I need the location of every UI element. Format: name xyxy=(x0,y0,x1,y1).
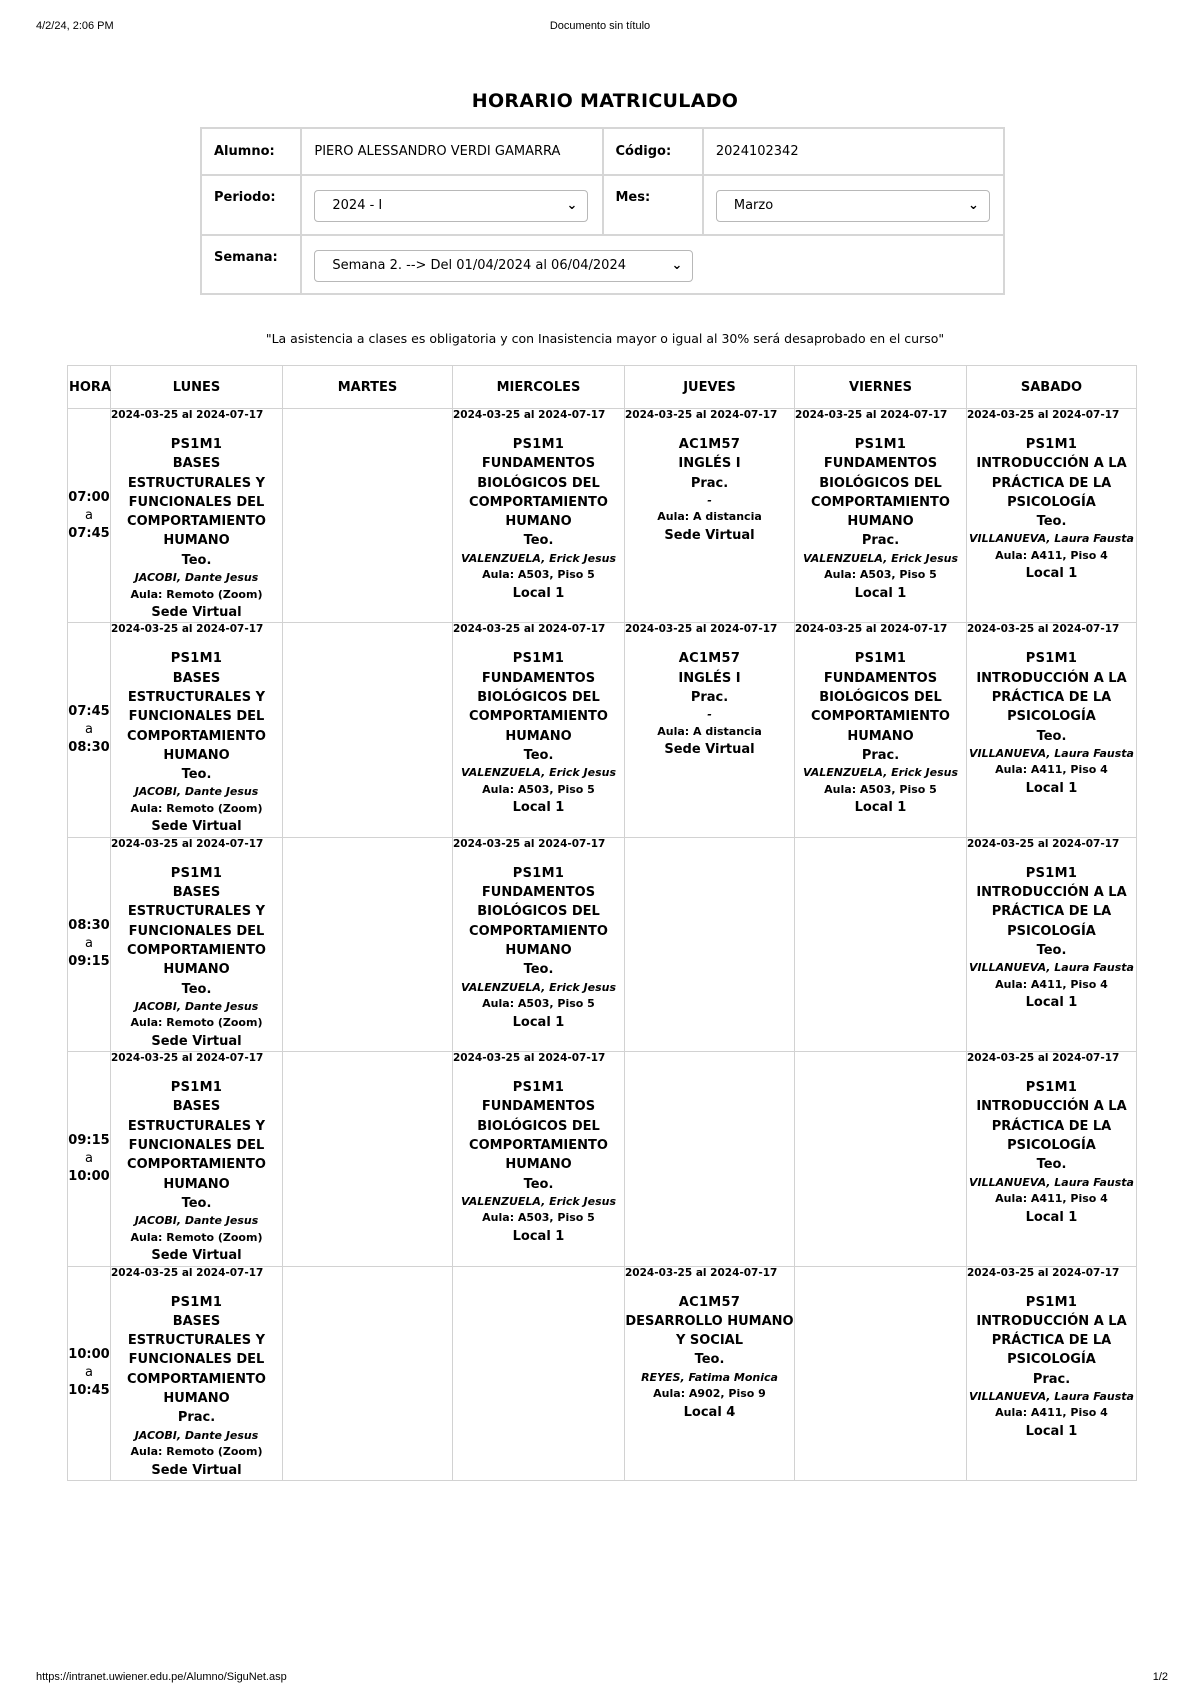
date-range: 2024-03-25 al 2024-07-17 xyxy=(795,623,948,636)
alumno-value: PIERO ALESSANDRO VERDI GAMARRA xyxy=(301,128,602,175)
campus: Local 1 xyxy=(512,1228,565,1244)
class-type: Teo. xyxy=(1036,1157,1067,1173)
class-block xyxy=(453,409,624,603)
classroom: Aula: A411, Piso 4 xyxy=(995,1406,1108,1420)
course-name: BASES ESTRUCTURALES Y FUNCIONALES DEL COMPORTAMIENTO HUMANO xyxy=(127,670,266,763)
campus: Sede Virtual xyxy=(151,1462,242,1478)
classroom: Aula: Remoto (Zoom) xyxy=(130,1016,263,1030)
date-range: 2024-03-25 al 2024-07-17 xyxy=(453,1052,606,1065)
course-name: INTRODUCCIÓN A LA PRÁCTICA DE LA PSICOLOGÍA xyxy=(976,670,1127,725)
class-slot xyxy=(967,409,1137,623)
course-code: AC1M57 xyxy=(678,651,741,667)
class-block xyxy=(453,623,624,817)
empty-slot xyxy=(795,1266,967,1480)
campus: Sede Virtual xyxy=(151,1033,242,1049)
class-block xyxy=(111,623,282,836)
professor-name: VILLANUEVA, Laura Fausta xyxy=(969,532,1134,546)
classroom: Aula: A distancia xyxy=(657,724,762,738)
class-slot xyxy=(111,623,283,837)
time-end: 10:00 xyxy=(68,1168,110,1184)
professor-name: JACOBI, Dante Jesus xyxy=(134,999,259,1013)
professor-name: JACOBI, Dante Jesus xyxy=(134,571,259,585)
schedule-table xyxy=(67,365,1137,1481)
time-sep: a xyxy=(85,1365,93,1381)
classroom: Aula: Remoto (Zoom) xyxy=(130,1445,263,1459)
class-type: Teo. xyxy=(523,533,554,549)
campus: Sede Virtual xyxy=(664,742,755,758)
course-code: PS1M1 xyxy=(512,865,565,881)
time-end: 08:30 xyxy=(68,740,110,756)
mes-select-value: Marzo xyxy=(733,198,774,213)
professor-name: VALENZUELA, Erick Jesus xyxy=(802,766,959,780)
date-range: 2024-03-25 al 2024-07-17 xyxy=(111,837,264,850)
class-type: Prac. xyxy=(690,689,729,705)
course-code: PS1M1 xyxy=(170,651,223,667)
campus: Local 1 xyxy=(1025,566,1078,582)
class-type: Teo. xyxy=(523,962,554,978)
header-lunes: LUNES xyxy=(111,366,283,409)
class-slot xyxy=(795,623,967,837)
classroom: Aula: A distancia xyxy=(657,510,762,524)
class-type: Teo. xyxy=(181,552,212,568)
class-block xyxy=(625,623,794,759)
time-end: 07:45 xyxy=(68,525,110,541)
classroom: Aula: A503, Piso 5 xyxy=(482,997,595,1011)
campus: Local 1 xyxy=(1025,1423,1078,1439)
semana-select-value: Semana 2. --> Del 01/04/2024 al 06/04/2024 xyxy=(332,258,626,273)
class-slot xyxy=(453,1052,625,1266)
course-code: PS1M1 xyxy=(854,437,907,452)
course-code: PS1M1 xyxy=(170,437,223,452)
page-title: HORARIO MATRICULADO xyxy=(471,90,739,112)
professor-name: - xyxy=(707,493,712,507)
schedule-row xyxy=(68,837,1137,1051)
class-type: Teo. xyxy=(1036,942,1067,958)
classroom: Aula: Remoto (Zoom) xyxy=(130,801,263,815)
class-block xyxy=(967,409,1136,584)
class-slot xyxy=(111,1052,283,1266)
attendance-notice: "La asistencia a clases es obligatoria y con Inasistencia mayor o igual al 30% será desaprobado en el curso" xyxy=(265,331,945,346)
date-range: 2024-03-25 al 2024-07-17 xyxy=(795,409,948,421)
class-block xyxy=(795,409,966,603)
class-slot xyxy=(967,1266,1137,1480)
schedule-row xyxy=(68,623,1137,837)
empty-slot xyxy=(795,837,967,1051)
mes-select[interactable] xyxy=(716,190,990,222)
class-block xyxy=(111,1267,282,1480)
classroom: Aula: A503, Piso 5 xyxy=(482,568,595,582)
class-slot xyxy=(453,837,625,1051)
professor-name: VILLANUEVA, Laura Fausta xyxy=(969,961,1134,975)
classroom: Aula: A411, Piso 4 xyxy=(995,548,1108,562)
time-slot xyxy=(68,1052,111,1266)
student-info-table xyxy=(200,127,1005,295)
class-slot xyxy=(795,409,967,623)
class-type: Prac. xyxy=(177,1410,216,1426)
date-range: 2024-03-25 al 2024-07-17 xyxy=(111,1266,264,1279)
time-slot xyxy=(68,623,111,837)
empty-slot xyxy=(453,1266,625,1480)
professor-name: VALENZUELA, Erick Jesus xyxy=(460,766,617,780)
class-block xyxy=(795,623,966,817)
course-name: INTRODUCCIÓN A LA PRÁCTICA DE LA PSICOLOGÍA xyxy=(976,885,1127,939)
time-start: 09:15 xyxy=(68,1132,110,1148)
classroom: Aula: Remoto (Zoom) xyxy=(130,587,263,601)
campus: Local 1 xyxy=(512,800,565,816)
header-sabado: SABADO xyxy=(967,366,1137,409)
date-range: 2024-03-25 al 2024-07-17 xyxy=(967,409,1120,421)
date-range: 2024-03-25 al 2024-07-17 xyxy=(967,837,1120,850)
class-block xyxy=(111,1052,282,1265)
course-code: PS1M1 xyxy=(512,1080,565,1096)
print-url: https://intranet.uwiener.edu.pe/Alumno/SiguNet.asp xyxy=(36,1671,287,1683)
class-block xyxy=(453,1052,624,1246)
course-code: PS1M1 xyxy=(170,1080,223,1096)
date-range: 2024-03-25 al 2024-07-17 xyxy=(111,409,264,421)
course-code: PS1M1 xyxy=(1025,437,1078,452)
professor-name: JACOBI, Dante Jesus xyxy=(134,1214,259,1228)
class-type: Teo. xyxy=(181,981,212,997)
date-range: 2024-03-25 al 2024-07-17 xyxy=(453,837,606,850)
classroom: Aula: A902, Piso 9 xyxy=(653,1387,766,1401)
time-sep: a xyxy=(85,936,93,952)
course-code: PS1M1 xyxy=(170,1294,223,1310)
class-block xyxy=(967,1267,1136,1442)
time-slot xyxy=(68,1266,111,1480)
time-slot xyxy=(68,409,111,623)
class-slot xyxy=(625,1266,795,1480)
classroom: Aula: A411, Piso 4 xyxy=(995,1192,1108,1206)
course-name: FUNDAMENTOS BIOLÓGICOS DEL COMPORTAMIENTO HUMANO xyxy=(469,1099,608,1173)
date-range: 2024-03-25 al 2024-07-17 xyxy=(111,623,264,636)
campus: Sede Virtual xyxy=(664,527,755,543)
class-block xyxy=(111,838,282,1051)
professor-name: - xyxy=(707,708,712,722)
course-name: INTRODUCCIÓN A LA PRÁCTICA DE LA PSICOLOGÍA xyxy=(976,456,1127,510)
professor-name: VILLANUEVA, Laura Fausta xyxy=(969,1175,1134,1189)
course-code: AC1M57 xyxy=(678,437,741,452)
professor-name: REYES, Fatima Monica xyxy=(641,1370,778,1384)
course-name: INGLÉS I xyxy=(678,670,741,686)
semana-label: Semana: xyxy=(201,235,301,294)
course-code: PS1M1 xyxy=(512,437,565,452)
campus: Local 1 xyxy=(1025,995,1078,1011)
course-name: FUNDAMENTOS BIOLÓGICOS DEL COMPORTAMIENTO HUMANO xyxy=(811,670,950,744)
course-name: INTRODUCCIÓN A LA PRÁCTICA DE LA PSICOLOGÍA xyxy=(976,1313,1127,1368)
periodo-select-value: 2024 - I xyxy=(332,198,383,213)
time-end: 09:15 xyxy=(68,954,110,970)
class-type: Prac. xyxy=(1032,1371,1071,1387)
schedule-header-row xyxy=(68,366,1137,409)
course-name: FUNDAMENTOS BIOLÓGICOS DEL COMPORTAMIENTO HUMANO xyxy=(811,456,950,530)
header-miercoles: MIERCOLES xyxy=(453,366,625,409)
time-start: 07:45 xyxy=(68,704,110,720)
campus: Local 1 xyxy=(512,585,565,601)
empty-slot xyxy=(283,409,453,623)
course-code: PS1M1 xyxy=(1025,1080,1078,1096)
class-slot xyxy=(453,623,625,837)
class-slot xyxy=(111,837,283,1051)
empty-slot xyxy=(795,1052,967,1266)
class-type: Teo. xyxy=(694,1352,725,1368)
header-martes: MARTES xyxy=(283,366,453,409)
course-code: PS1M1 xyxy=(1025,651,1078,667)
empty-slot xyxy=(283,837,453,1051)
time-start: 08:30 xyxy=(68,918,110,934)
time-start: 07:00 xyxy=(68,489,110,505)
class-slot xyxy=(625,409,795,623)
classroom: Aula: A503, Piso 5 xyxy=(824,782,937,796)
print-footer xyxy=(0,1671,1200,1687)
class-type: Teo. xyxy=(181,1195,212,1211)
class-block xyxy=(967,838,1136,1013)
classroom: Aula: A503, Piso 5 xyxy=(824,568,937,582)
date-range: 2024-03-25 al 2024-07-17 xyxy=(111,1052,264,1065)
campus: Local 1 xyxy=(1025,780,1078,796)
campus: Local 1 xyxy=(854,585,907,601)
codigo-label: Código: xyxy=(603,128,703,175)
professor-name: VALENZUELA, Erick Jesus xyxy=(460,980,617,994)
campus: Local 1 xyxy=(512,1014,565,1030)
course-code: PS1M1 xyxy=(854,651,907,667)
classroom: Aula: A503, Piso 5 xyxy=(482,782,595,796)
course-name: DESARROLLO HUMANO Y SOCIAL xyxy=(625,1313,794,1349)
class-block xyxy=(453,838,624,1032)
class-slot xyxy=(111,1266,283,1480)
course-name: BASES ESTRUCTURALES Y FUNCIONALES DEL COMPORTAMIENTO HUMANO xyxy=(127,885,266,978)
course-code: AC1M57 xyxy=(678,1294,741,1310)
class-block xyxy=(967,623,1136,798)
classroom: Aula: Remoto (Zoom) xyxy=(130,1230,263,1244)
date-range: 2024-03-25 al 2024-07-17 xyxy=(967,1052,1120,1065)
date-range: 2024-03-25 al 2024-07-17 xyxy=(453,623,606,636)
class-slot xyxy=(453,409,625,623)
periodo-select[interactable] xyxy=(314,190,588,222)
professor-name: VILLANUEVA, Laura Fausta xyxy=(969,746,1134,760)
professor-name: JACOBI, Dante Jesus xyxy=(134,1428,259,1442)
header-jueves: JUEVES xyxy=(625,366,795,409)
date-range: 2024-03-25 al 2024-07-17 xyxy=(453,409,606,421)
course-name: BASES ESTRUCTURALES Y FUNCIONALES DEL COMPORTAMIENTO HUMANO xyxy=(127,1099,266,1192)
codigo-value: 2024102342 xyxy=(703,128,1004,175)
print-header xyxy=(0,20,1200,36)
class-type: Teo. xyxy=(523,747,554,763)
campus: Sede Virtual xyxy=(151,819,242,835)
course-name: BASES ESTRUCTURALES Y FUNCIONALES DEL COMPORTAMIENTO HUMANO xyxy=(127,456,266,549)
course-name: INGLÉS I xyxy=(678,456,741,472)
campus: Local 4 xyxy=(683,1404,736,1420)
schedule-row xyxy=(68,1052,1137,1266)
professor-name: JACOBI, Dante Jesus xyxy=(134,785,259,799)
schedule-row xyxy=(68,1266,1137,1480)
time-start: 10:00 xyxy=(68,1347,110,1363)
empty-slot xyxy=(283,1052,453,1266)
course-name: BASES ESTRUCTURALES Y FUNCIONALES DEL COMPORTAMIENTO HUMANO xyxy=(127,1313,266,1406)
time-sep: a xyxy=(85,1150,93,1166)
semana-select[interactable] xyxy=(314,250,693,282)
class-block xyxy=(625,409,794,545)
class-slot xyxy=(967,837,1137,1051)
course-name: FUNDAMENTOS BIOLÓGICOS DEL COMPORTAMIENTO HUMANO xyxy=(469,885,608,958)
header-viernes: VIERNES xyxy=(795,366,967,409)
time-sep: a xyxy=(85,507,93,523)
class-type: Teo. xyxy=(1036,728,1067,744)
professor-name: VALENZUELA, Erick Jesus xyxy=(460,551,617,565)
schedule-row xyxy=(68,409,1137,623)
date-range: 2024-03-25 al 2024-07-17 xyxy=(967,1266,1120,1279)
empty-slot xyxy=(625,837,795,1051)
course-name: FUNDAMENTOS BIOLÓGICOS DEL COMPORTAMIENTO HUMANO xyxy=(469,670,608,744)
campus: Sede Virtual xyxy=(151,1248,242,1264)
periodo-label: Periodo: xyxy=(201,175,301,235)
class-block xyxy=(625,1267,794,1422)
course-code: PS1M1 xyxy=(512,651,565,667)
classroom: Aula: A503, Piso 5 xyxy=(482,1211,595,1225)
class-type: Prac. xyxy=(690,475,729,491)
campus: Local 1 xyxy=(1025,1209,1078,1225)
professor-name: VILLANUEVA, Laura Fausta xyxy=(969,1389,1134,1403)
course-code: PS1M1 xyxy=(1025,865,1078,881)
class-type: Teo. xyxy=(181,767,212,783)
class-type: Teo. xyxy=(1036,514,1067,530)
header-hora: HORA xyxy=(68,366,111,409)
empty-slot xyxy=(625,1052,795,1266)
time-sep: a xyxy=(85,722,93,738)
print-page-number: 1/2 xyxy=(1152,1671,1168,1683)
class-type: Prac. xyxy=(861,533,900,549)
alumno-label: Alumno: xyxy=(201,128,301,175)
course-name: FUNDAMENTOS BIOLÓGICOS DEL COMPORTAMIENTO HUMANO xyxy=(469,456,608,530)
chevron-down-icon: ⌄ xyxy=(967,198,979,213)
class-type: Prac. xyxy=(861,747,900,763)
date-range: 2024-03-25 al 2024-07-17 xyxy=(625,623,778,636)
date-range: 2024-03-25 al 2024-07-17 xyxy=(967,623,1120,636)
class-slot xyxy=(111,409,283,623)
class-block xyxy=(967,1052,1136,1227)
campus: Local 1 xyxy=(854,800,907,816)
print-datetime: 4/2/24, 2:06 PM xyxy=(36,20,114,32)
empty-slot xyxy=(283,1266,453,1480)
class-slot xyxy=(625,623,795,837)
print-document-title: Documento sin título xyxy=(549,20,651,32)
date-range: 2024-03-25 al 2024-07-17 xyxy=(625,409,778,421)
course-code: PS1M1 xyxy=(170,865,223,881)
professor-name: VALENZUELA, Erick Jesus xyxy=(460,1194,617,1208)
professor-name: VALENZUELA, Erick Jesus xyxy=(802,551,959,565)
date-range: 2024-03-25 al 2024-07-17 xyxy=(625,1266,778,1279)
classroom: Aula: A411, Piso 4 xyxy=(995,763,1108,777)
class-block xyxy=(111,409,282,622)
chevron-down-icon: ⌄ xyxy=(671,258,683,273)
empty-slot xyxy=(283,623,453,837)
campus: Sede Virtual xyxy=(151,605,242,621)
classroom: Aula: A411, Piso 4 xyxy=(995,977,1108,991)
time-end: 10:45 xyxy=(68,1383,110,1399)
class-slot xyxy=(967,623,1137,837)
class-slot xyxy=(967,1052,1137,1266)
course-code: PS1M1 xyxy=(1025,1294,1078,1310)
course-name: INTRODUCCIÓN A LA PRÁCTICA DE LA PSICOLOGÍA xyxy=(976,1099,1127,1154)
class-type: Teo. xyxy=(523,1176,554,1192)
time-slot xyxy=(68,837,111,1051)
mes-label: Mes: xyxy=(603,175,703,235)
chevron-down-icon: ⌄ xyxy=(566,198,578,213)
